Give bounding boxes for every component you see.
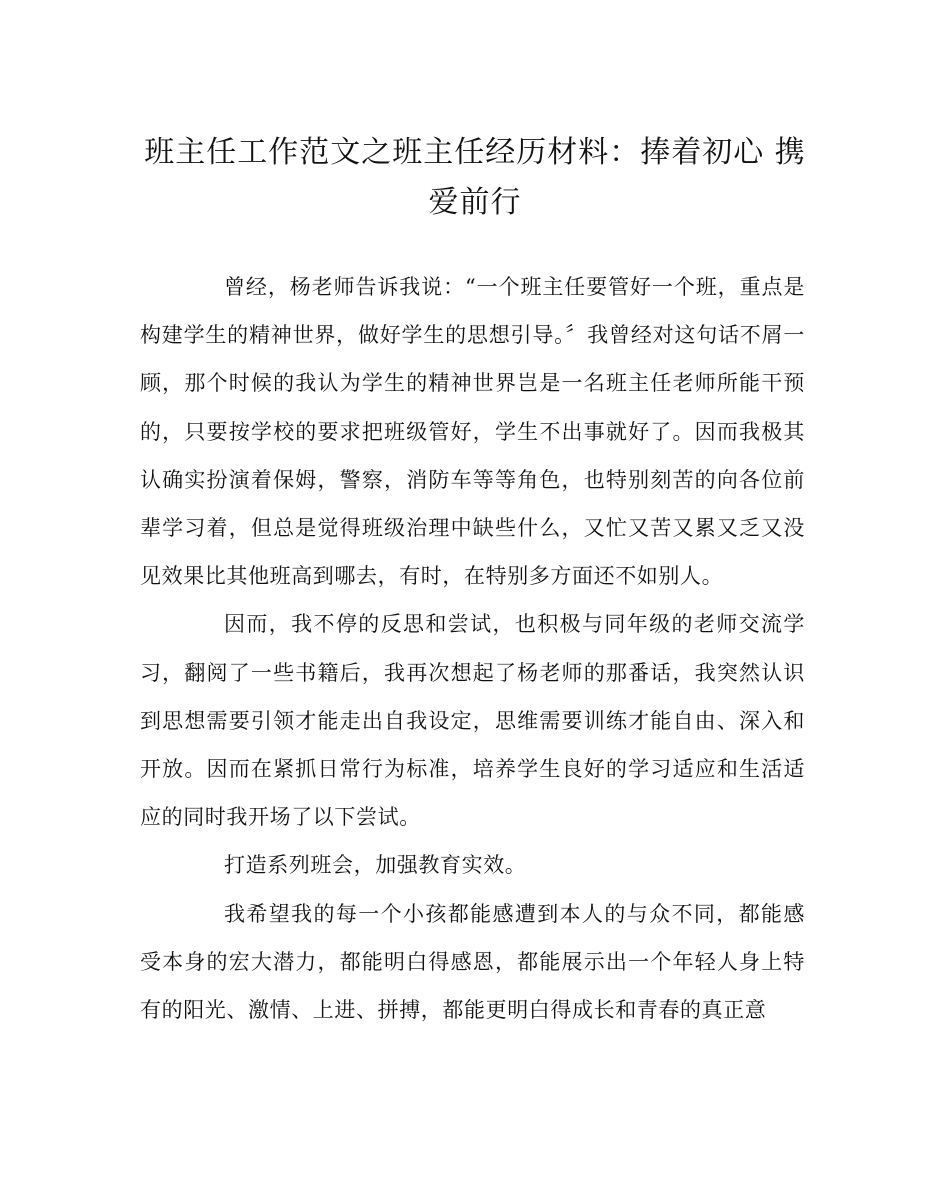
paragraph-1: 曾经，杨老师告诉我说：“一个班主任要管好一个班，重点是构建学生的精神世界，做好学生的思想引导。〞我曾经对这句话不屑一顾，那个时候的我认为学生的精神世界岂是一名班主任老师所能干预的，只要按学校的要求把班级管好，学生不出事就好了。因而我极其认确实扮演着保姆，警察，消防车等等角色，也特别刻苦的向各位前辈学习着，但总是觉得班级治理中缺些什么，又忙又苦又累又乏又没见效果比其他班高到哪去，有时，在特别多方面还不如别人。 (140, 275, 805, 589)
paragraph-2: 因而，我不停的反思和尝试，也积极与同年级的老师交流学习，翻阅了一些书籍后，我再次想起了杨老师的那番话，我突然认识到思想需要引领才能走出自我设定，思维需要训练才能自由、深入和开放。因而在紧抓日常行为标准，培养学生良好的学习适应和生活适应的同时我开场了以下尝试。 (140, 612, 805, 830)
paragraph-4: 我希望我的每一个小孩都能感遭到本人的与众不同，都能感受本身的宏大潜力，都能明白得感恩，都能展示出一个年轻人身上特有的阳光、激情、上进、拼搏，都能更明白得成长和青春的真正意 (140, 901, 805, 1023)
paragraph-3: 打造系列班会，加强教育实效。 (224, 853, 527, 878)
document-title: 班主任工作范文之班主任经历材料：捧着初心 携爱前行 (144, 135, 806, 220)
document-body (140, 263, 805, 1034)
